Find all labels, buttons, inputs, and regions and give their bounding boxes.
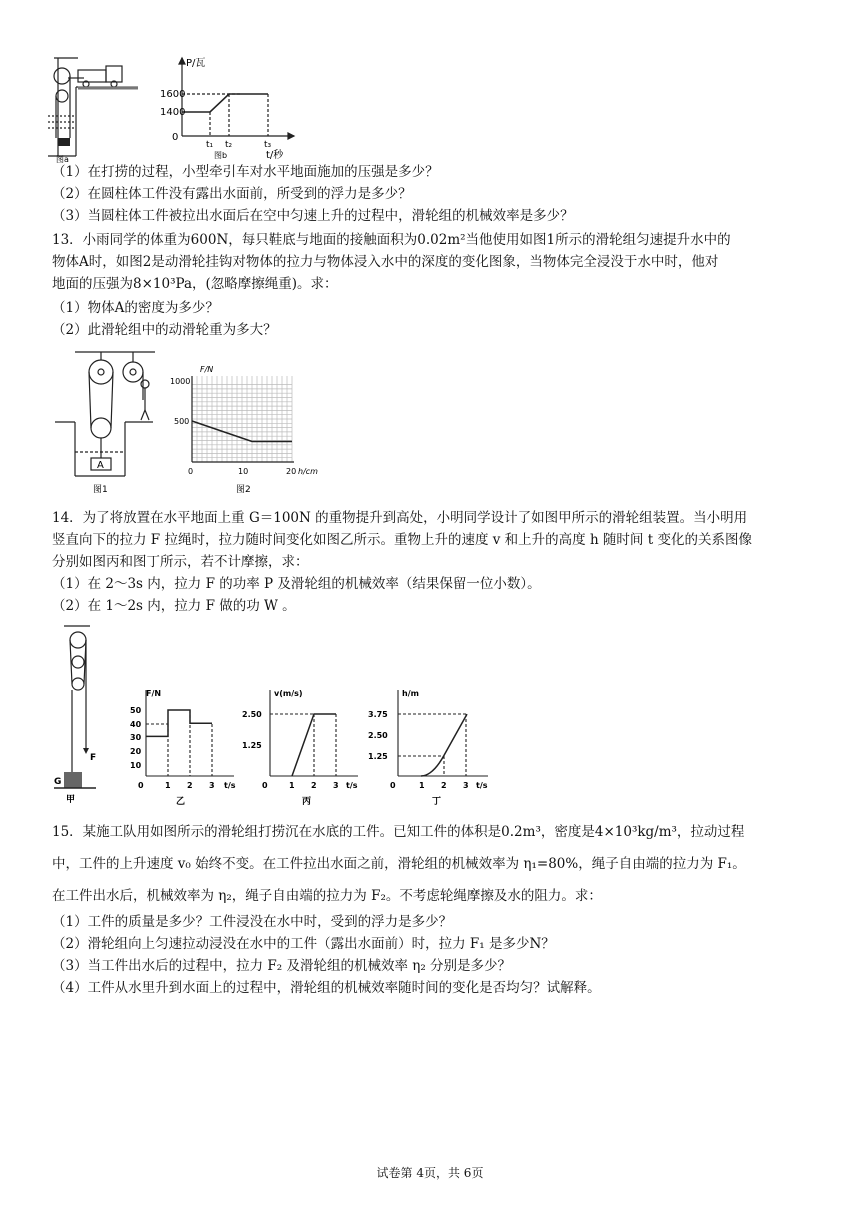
- q15-sub-4: （4）工件从水里升到水面上的过程中，滑轮组的机械效率随时间的变化是否均匀？试解释。: [52, 980, 601, 996]
- q15-sub-3: （3）当工件出水后的过程中，拉力 F₂ 及滑轮组的机械效率 η₂ 分别是多少？: [52, 958, 512, 974]
- q12-tick-t2: t₂: [225, 140, 233, 150]
- q12-sub-3: （3）当圆柱体工件被拉出水面后在空中匀速上升的过程中，滑轮组的机械效率是多少？: [52, 208, 574, 224]
- q13-chart-ylabel: F/N: [200, 365, 214, 374]
- q14-sub-2: （2）在 1～2s 内，拉力 F 做的功 W 。: [52, 598, 296, 614]
- q14-ding-ylabel: h/m: [402, 689, 419, 698]
- q14-line-2: 竖直向下的拉力 F 拉绳时，拉力随时间变化如图乙所示。重物上升的速度 v 和上升的高度 h 随时间 t 变化的关系图像: [52, 532, 752, 548]
- q14-yi-xlabel: t/s: [224, 781, 236, 790]
- q12-chart-xlabel: t/秒: [266, 150, 284, 161]
- q12-tick-t1: t₁: [206, 140, 214, 150]
- q14-yi-tick-40: 40: [130, 720, 142, 729]
- q14-bing-tick-3: 3: [333, 781, 339, 790]
- q14-yi-label: 乙: [176, 797, 186, 807]
- q12-tick-0: 0: [172, 132, 179, 143]
- q12-figure-b: [160, 54, 300, 168]
- q12-sub-1: （1）在打捞的过程，小型牵引车对水平地面施加的压强是多少？: [52, 164, 439, 180]
- q13-fig1-label: 图1: [93, 485, 108, 495]
- q14-ding-tick-250: 2.50: [368, 731, 388, 740]
- q12-figure-a: [48, 56, 148, 168]
- page-footer: 试卷第 4页，共 6页: [376, 1166, 484, 1180]
- q14-bing-tick-250: 2.50: [242, 710, 262, 719]
- q14-sub-1: （1）在 2～3s 内，拉力 F 的功率 P 及滑轮组的机械效率（结果保留一位小数）。: [52, 576, 541, 592]
- q12-tick-1600: 1600: [160, 89, 186, 100]
- q14-yi-tick-10: 10: [130, 761, 142, 770]
- q12-sub-2: （2）在圆柱体工件没有露出水面前，所受到的浮力是多少？: [52, 186, 412, 202]
- q13-tick-1000: 1000: [170, 377, 191, 386]
- q13-sub-2: （2）此滑轮组中的动滑轮重为多大？: [52, 322, 277, 338]
- q14-yi-tick-1: 1: [165, 781, 171, 790]
- q14-ding-tick-0: 0: [390, 781, 396, 790]
- q14-ding-xlabel: t/s: [476, 781, 488, 790]
- q12-tick-t3: t₃: [264, 140, 272, 150]
- q14-yi-ylabel: F/N: [146, 689, 162, 698]
- q14-line-1: 14．为了将放置在水平地面上重 G＝100N 的重物提升到高处，小明同学设计了如图甲所示的滑轮组装置。当小明用: [52, 510, 748, 526]
- q15-sub-1: （1）工件的质量是多少？工件浸没在水中时，受到的浮力是多少？: [52, 914, 453, 930]
- q14-yi-force-line: [146, 710, 212, 736]
- q14-yi-tick-30: 30: [130, 733, 142, 742]
- q13-tick-500: 500: [174, 417, 190, 426]
- q14-ding-tick-2: 2: [441, 781, 447, 790]
- q14-figure-jia: [50, 624, 110, 810]
- q15-sub-2: （2）滑轮组向上匀速拉动浸没在水中的工件（露出水面前）时，拉力 F₁ 是多少N？: [52, 936, 555, 952]
- q13-chart-xlabel: h/cm: [298, 467, 318, 476]
- q15-line-3: 在工件出水后，机械效率为 η₂，绳子自由端的拉力为 F₂。不考虑轮绳摩擦及水的阻力。求：: [52, 888, 602, 904]
- q13-object-a: A: [97, 460, 104, 471]
- q12-power-line: [182, 94, 268, 112]
- q12-fig-b-label: 图b: [214, 151, 228, 160]
- q13-figure-2: [170, 360, 330, 502]
- q14-jia-label: 甲: [66, 795, 76, 805]
- q14-ding-label: 丁: [432, 797, 442, 807]
- q12-chart-ylabel: P/瓦: [186, 58, 206, 69]
- q14-line-3: 分别如图丙和图丁所示，若不计摩擦，求：: [52, 554, 309, 570]
- q14-bing-xlabel: t/s: [346, 781, 358, 790]
- q13-sub-1: （1）物体A的密度为多少？: [52, 300, 219, 316]
- q15-line-2: 中，工件的上升速度 v₀ 始终不变。在工件拉出水面之前，滑轮组的机械效率为 η₁=80%，绳子自由端的拉力为 F₁。: [52, 856, 746, 872]
- q14-bing-tick-2: 2: [311, 781, 317, 790]
- q14-chart-yi: [128, 686, 240, 812]
- q14-bing-ylabel: v(m/s): [274, 689, 303, 698]
- q13-fig2-label: 图2: [236, 485, 251, 495]
- q13-line-1: 13．小雨同学的体重为600N，每只鞋底与地面的接触面积为0.02m²当他使用如图1所示的滑轮组匀速提升水中的: [52, 232, 731, 248]
- q14-bing-label: 丙: [302, 797, 312, 807]
- q15-line-1: 15．某施工队用如图所示的滑轮组打捞沉在水底的工件。已知工件的体积是0.2m³，密度是4×10³kg/m³，拉动过程: [52, 824, 745, 840]
- q14-ding-tick-1: 1: [419, 781, 425, 790]
- q12-tick-1400: 1400: [160, 107, 186, 118]
- q14-yi-tick-0: 0: [138, 781, 144, 790]
- q14-yi-tick-50: 50: [130, 706, 142, 715]
- q14-bing-tick-1: 1: [289, 781, 295, 790]
- q14-ding-tick-3: 3: [463, 781, 469, 790]
- q14-ding-tick-375: 3.75: [368, 710, 388, 719]
- q13-tick-0: 0: [188, 467, 194, 476]
- q14-bing-tick-0: 0: [262, 781, 268, 790]
- q14-jia-G: G: [54, 777, 62, 787]
- q14-bing-tick-125: 1.25: [242, 741, 262, 750]
- q14-yi-tick-3: 3: [209, 781, 215, 790]
- q13-tick-10: 10: [238, 467, 249, 476]
- q13-line-2: 物体A时，如图2是动滑轮挂钩对物体的拉力与物体浸入水中的深度的变化图象，当物体完全浸没于水中时，他对: [52, 254, 719, 270]
- q12-fig-a-label: 图a: [56, 155, 69, 164]
- q14-chart-ding: [366, 686, 496, 812]
- q14-chart-bing: [240, 686, 366, 812]
- q13-line-3: 地面的压强为8×10³Pa，(忽略摩擦绳重)。求：: [52, 276, 338, 292]
- q13-figure-1: [55, 348, 165, 500]
- q14-jia-F: F: [90, 753, 97, 763]
- q14-yi-tick-2: 2: [187, 781, 193, 790]
- q14-yi-tick-20: 20: [130, 747, 142, 756]
- q14-ding-tick-125: 1.25: [368, 752, 388, 761]
- q13-tick-20: 20: [286, 467, 297, 476]
